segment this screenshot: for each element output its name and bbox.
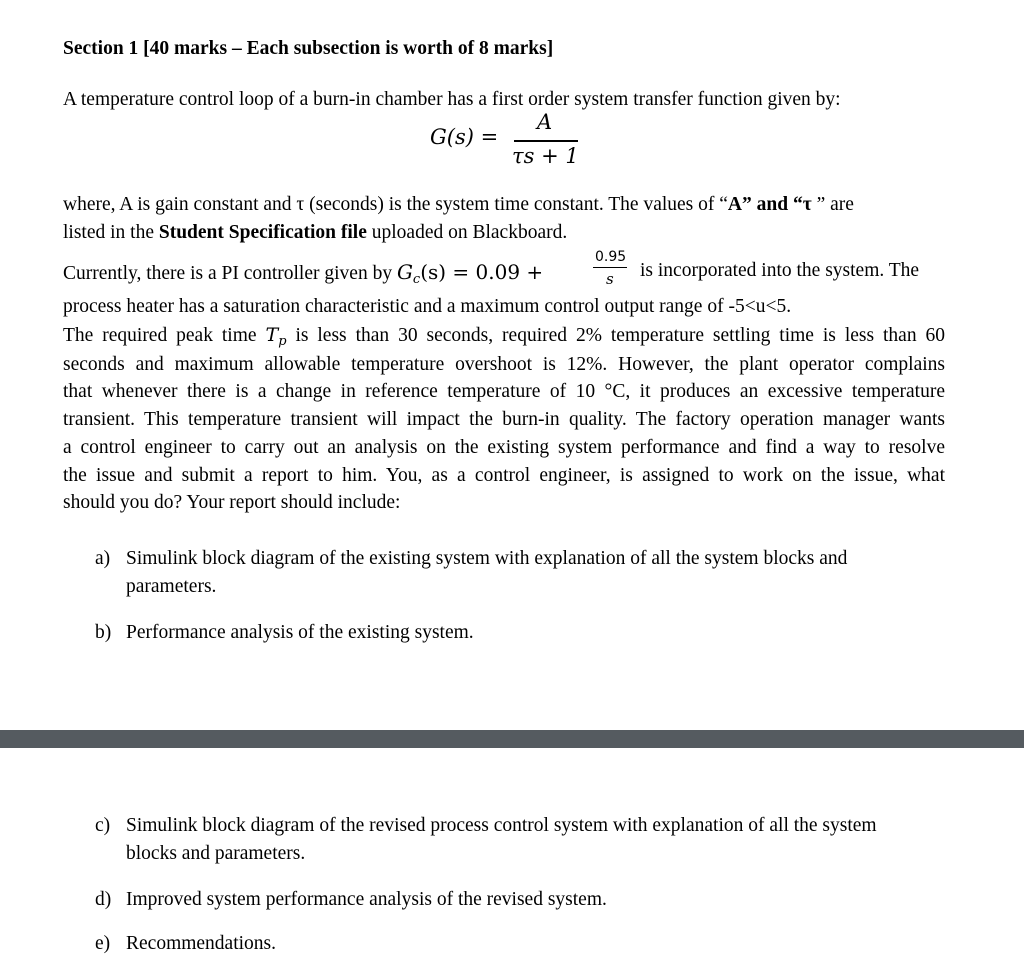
item-b-line-1: Performance analysis of the existing system. [126,622,474,643]
item-d-line-1: Improved system performance analysis of the revised system. [126,889,607,910]
equation-denominator: τs + 1 [512,144,579,168]
gc-subscript: c [412,272,421,287]
item-e-line-1: Recommendations. [126,933,277,954]
paragraph-line-1: seconds and maximum allowable temperature overshoot is 12%. However, the plant operator complains [63,354,945,375]
where-bold-tau: τ [802,194,812,215]
listed-part1: listed in the [63,222,159,243]
where-part3: ” are [811,194,854,215]
controller-part2: is incorporated into the system. The [640,260,920,281]
peak-part1: The required peak time [63,325,266,346]
tp-subscript: p [278,334,287,349]
peak-part2: is less than 30 seconds, required 2% temperature settling time is less than 60 [286,325,946,346]
page-divider [0,730,1024,748]
item-d-marker: d) [95,889,112,910]
where-part2: ” and “ [742,194,803,215]
gc-frac-numerator: 0.95 [595,249,627,265]
item-a-marker: a) [95,548,111,569]
item-e-marker: e) [95,933,111,954]
gc-symbol: G [396,260,413,284]
equation-fraction-bar [514,140,578,142]
controller-line [63,260,543,285]
listed-line [63,222,567,244]
paragraph-line-2: that whenever there is a change in reference temperature of 10 °C, it produces an excessive temperature [63,381,945,402]
controller-part1: Currently, there is a PI controller given by [63,263,397,284]
item-c-line-2: blocks and parameters. [126,843,306,864]
saturation-line: process heater has a saturation characteristic and a maximum control output range of -5<u<5. [63,296,792,317]
paragraph-line-5: the issue and submit a report to him. You, as a control engineer, is assigned to work on the issue, what [63,465,945,486]
item-a-line-1: Simulink block diagram of the existing system with explanation of all the system blocks and [126,548,848,569]
section-heading: Section 1 [40 marks – Each subsection is worth of 8 marks] [63,38,554,59]
equation-lhs: G(s) = [430,125,499,149]
gc-frac-denominator: s [606,270,614,288]
item-c-line-1: Simulink block diagram of the revised process control system with explanation of all the system [126,815,877,836]
tp-symbol: T [265,324,279,346]
item-b-marker: b) [95,622,112,643]
item-c-marker: c) [95,815,111,836]
peak-line [63,324,945,347]
where-bold-a: A [727,194,743,215]
paragraph-line-4: a control engineer to carry out an analysis on the existing system performance and find a way to resolve [63,437,945,458]
where-line [63,194,854,216]
gc-frac-bar [593,267,627,268]
paragraph-line-3: transient. This temperature transient will impact the burn-in quality. The factory operation manager wants [63,409,945,430]
where-part1: where, A is gain constant and τ (seconds) is the system time constant. The values of “ [63,194,728,215]
listed-bold: Student Specification file [158,222,367,243]
item-a-line-2: parameters. [126,576,217,597]
equation-numerator: A [537,110,553,134]
paragraph-last-line: should you do? Your report should include: [63,492,401,513]
gc-argument: (s) = 0.09 + [420,260,544,284]
listed-part2: uploaded on Blackboard. [366,222,568,243]
intro-line: A temperature control loop of a burn-in chamber has a first order system transfer function given by: [63,89,841,110]
